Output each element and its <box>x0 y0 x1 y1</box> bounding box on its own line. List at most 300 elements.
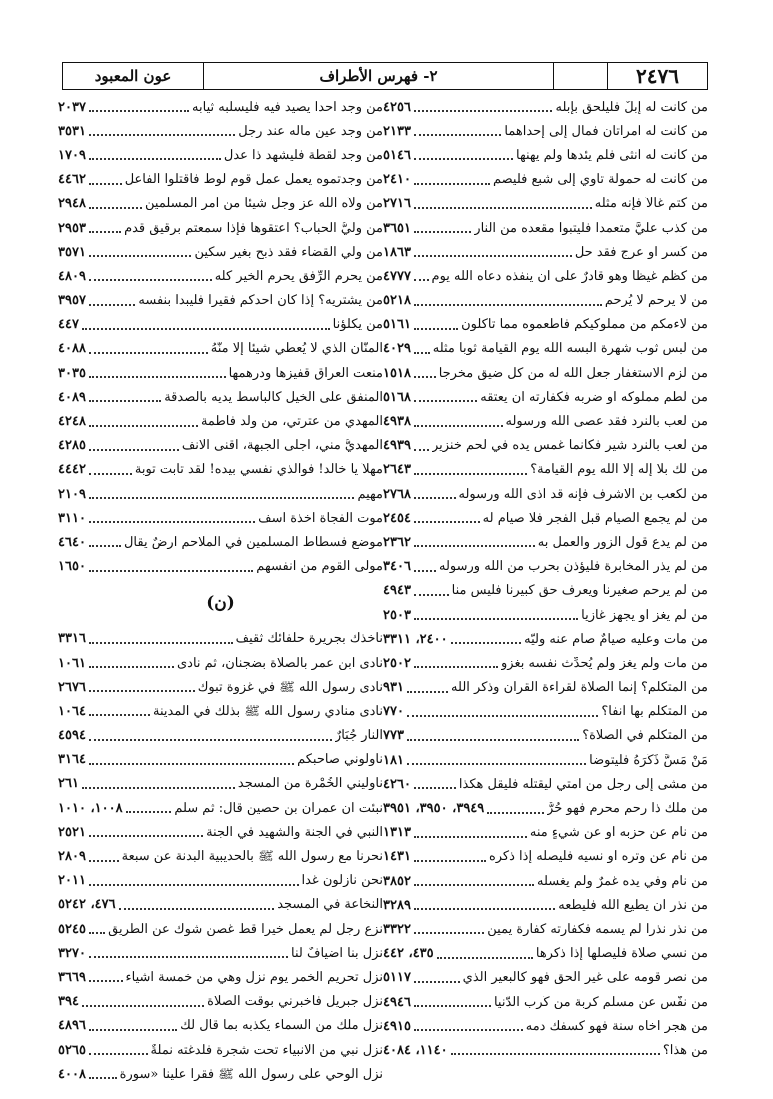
dot-leader <box>414 880 534 886</box>
dot-leader <box>414 1025 523 1031</box>
index-entry <box>58 143 383 167</box>
entry-text: من هذا؟ <box>662 1043 708 1057</box>
dot-leader <box>414 154 513 160</box>
entry-text: من نذر أن يطيع الله فليطعه <box>558 898 708 912</box>
entry-text: من وجدتموه يعمل عمل قوم لوط فاقتلوا الفاعل <box>124 173 383 187</box>
hadith-number: ٥١٦٨ <box>383 389 411 405</box>
dot-leader <box>414 372 436 378</box>
dot-leader <box>89 1049 148 1055</box>
dot-leader <box>89 759 294 765</box>
hadith-number: ٤٨٩٦ <box>58 1018 86 1034</box>
index-entry <box>383 869 708 893</box>
entry-text: من كظم غيظاً وهو قادرٌ على أن ينفذه دعاه الله يوم <box>431 269 708 283</box>
index-entry <box>383 95 708 119</box>
hadith-number: ٢١٣٣ <box>383 123 411 139</box>
index-entry <box>383 942 708 966</box>
entry-text: من المتكلم بها آنفاً؟ <box>601 705 708 719</box>
dot-leader <box>414 445 429 451</box>
index-column-left <box>58 95 383 1086</box>
entry-text: من يشتريه؟ إذا كان أحدكم فقيراً فليبدأ بنفسه <box>138 294 383 308</box>
hadith-number: ٢٦١ <box>58 776 79 792</box>
index-entry <box>383 216 708 240</box>
dot-leader <box>414 832 527 838</box>
index-entry <box>383 724 708 748</box>
entry-text: من يكلؤنا <box>332 318 383 332</box>
index-entry <box>58 313 383 337</box>
hadith-number: ٤٢٨٥ <box>58 438 86 454</box>
dot-leader <box>414 421 503 427</box>
index-entry <box>58 264 383 288</box>
entry-text: نزل الوحي على رسول الله ﷺ فقرأ علينا «سورة <box>119 1067 383 1081</box>
index-entry <box>383 627 708 651</box>
dot-leader <box>451 1049 660 1055</box>
hadith-number: ٢٩٥٣ <box>58 220 86 236</box>
index-entry <box>383 676 708 700</box>
dot-leader <box>89 154 221 160</box>
entry-text: من لبس ثوب شهرة ألبسه الله يوم القيامة ثوباً مثله <box>432 342 708 356</box>
index-entry <box>383 458 708 482</box>
hadith-number: ٣٣١٦ <box>58 631 86 647</box>
entry-text: منعت العراق قفيزها ودرهمها <box>228 366 383 380</box>
dot-leader <box>414 227 471 233</box>
entry-text: من لزم الاستغفار جعل الله له من كل ضيق مخرجاً <box>438 366 708 380</box>
hadith-number: ٤٨٠٩ <box>58 268 86 284</box>
hadith-number: ٢٧٦٨ <box>383 486 411 502</box>
index-entry <box>383 893 708 917</box>
dot-leader <box>414 566 436 572</box>
index-entry <box>58 434 383 458</box>
entry-text: من نام عن حزبه أو عن شيءٍ منه <box>529 826 708 840</box>
hadith-number: ٤٩٤٦ <box>383 994 411 1010</box>
entry-text: من لا يرحم لا يُرحم <box>604 294 708 308</box>
hadith-number: ٣٩٤ <box>58 994 79 1010</box>
hadith-number: ١٤٣١ <box>383 849 411 865</box>
hadith-number: ٤٩١٥ <box>383 1018 411 1034</box>
index-entry <box>58 990 383 1014</box>
entry-text: من وليُّ الحباب؟ اعتقوها فإذا سمعتم برقيق قدم <box>124 221 383 235</box>
dot-leader <box>414 904 555 910</box>
dot-leader <box>89 638 233 644</box>
hadith-number: ٣٢٨٩ <box>383 897 411 913</box>
entry-text: نزل جبريل فأخبرني بوقت الصلاة <box>207 995 383 1009</box>
dot-leader <box>414 251 572 257</box>
dot-leader <box>89 106 189 112</box>
hadith-number: ٢٦٧٦ <box>58 679 86 695</box>
dot-leader <box>414 324 458 330</box>
entry-text: من لكعب بن الأشرف فإنه قد آذى الله ورسوله <box>458 487 708 501</box>
hadith-number: ٧٧٣ <box>383 728 404 744</box>
hadith-number: ١٥١٨ <box>383 365 411 381</box>
dot-leader <box>414 203 592 209</box>
entry-text: من كذب عليَّ متعمداً فليتبوأ مقعده من النار <box>474 221 708 235</box>
hadith-number: ٢٧١٦ <box>383 196 411 212</box>
hadith-number: ٢٠١١ <box>58 873 86 889</box>
header-spacer-cell <box>553 63 607 89</box>
dot-leader <box>407 759 586 765</box>
index-entry <box>383 796 708 820</box>
hadith-number: ٥٢٦٥ <box>58 1042 86 1058</box>
index-entry <box>383 530 708 554</box>
hadith-number: ٢٤٥٤ <box>383 510 411 526</box>
index-entry <box>383 1014 708 1038</box>
entry-text: من لم يجمع الصيام قبل الفجر فلا صيام له <box>482 511 708 525</box>
hadith-number: ٤٧٧٧ <box>383 268 411 284</box>
dot-leader <box>89 566 253 572</box>
hadith-number: ٢٥٠٣ <box>383 607 411 623</box>
index-entry <box>383 917 708 941</box>
entry-text: من وجد لقطة فليشهد ذا عدل <box>223 148 383 162</box>
dot-leader <box>414 517 480 523</box>
entry-text: النار جُبَارٌ <box>334 729 383 743</box>
dot-leader <box>89 421 198 427</box>
index-entry <box>58 240 383 264</box>
index-entry <box>58 941 383 965</box>
dot-leader <box>451 638 522 644</box>
entry-text: من نصر قومه على غير الحق فهو كالبعير الذي <box>462 971 708 985</box>
hadith-number: ٣٦٥١ <box>383 220 411 236</box>
index-entry <box>383 434 708 458</box>
hadith-number: ٤٩٣٨ <box>383 414 411 430</box>
dot-leader <box>82 1001 204 1007</box>
entry-text: ناولوني صاحبكم <box>297 753 383 767</box>
hadith-number: ١٠٦١ <box>58 655 86 671</box>
entry-text: من يحرم الرِّفق يحرم الخير كله <box>214 269 383 283</box>
dot-leader <box>89 445 179 451</box>
entry-text: من نام وفي يده غمرٌ ولم يغسله <box>537 874 708 888</box>
index-entry <box>58 893 383 917</box>
index-entry <box>58 119 383 143</box>
index-entry <box>58 216 383 240</box>
entry-text: نزل نبي من الأنبياء تحت شجرة فلدغته نملةٌ <box>150 1043 383 1057</box>
entry-text: نادى ابن عمر بالصلاة بضجنان، ثم نادى <box>176 656 383 670</box>
dot-leader <box>414 179 490 185</box>
hadith-number: ٣٥٣١ <box>58 123 86 139</box>
dot-leader <box>414 928 484 934</box>
entry-text: من لم يرحم صغيرنا ويعرف حق كبيرنا فليس منا <box>451 584 708 598</box>
hadith-number: ٤٤٤٢ <box>58 462 86 478</box>
dot-leader <box>414 275 429 281</box>
section-title: ٢- فهرس الأطراف <box>203 63 553 89</box>
hadith-number: ٤٦٤٠ <box>58 534 86 550</box>
index-entry <box>383 772 708 796</box>
entry-text: نزع رجل لم يعمل خيراً قط غصن شوك عن الطريق <box>108 922 383 936</box>
index-entry <box>383 1038 708 1062</box>
index-entry <box>58 385 383 409</box>
hadith-number: ٢٥٢١ <box>58 824 86 840</box>
entry-text: موضع فسطاط المسلمين في الملاحم أرضٌ يقال <box>123 535 383 549</box>
hadith-number: ٤٠٢٩ <box>383 341 411 357</box>
index-column-right <box>383 95 708 1063</box>
hadith-number: ٤٧٦، ٥٢٤٢ <box>58 897 116 913</box>
entry-text: نادى رسول الله ﷺ في غزوة تبوك <box>197 680 383 694</box>
entry-text: من لعب بالنرد شير فكأنما غمس يده في لحم خنزير <box>431 439 708 453</box>
hadith-number: ٢٨٠٩ <box>58 849 86 865</box>
index-entry <box>383 143 708 167</box>
hadith-number: ١٦٥٠ <box>58 559 86 575</box>
index-entry <box>383 168 708 192</box>
index-entry <box>383 264 708 288</box>
dot-leader <box>414 614 578 620</box>
dot-leader <box>414 590 449 596</box>
hadith-number: ٤٢٥٦ <box>383 99 411 115</box>
dot-leader <box>89 686 195 692</box>
entry-text: من كانت له حمولة تأوي إلى شبع فليصم <box>493 173 708 187</box>
entry-text: من مات ولم يغز ولم يُحدِّث نفسه بغزو <box>501 656 708 670</box>
entry-text: من نفَّس عن مسلم كربة من كُرب الدُّنيا <box>493 995 708 1009</box>
hadith-number: ٣٩٤٩، ٣٩٥٠، ٣٩٥١ <box>383 801 485 817</box>
index-entry <box>383 240 708 264</box>
index-entry <box>58 482 383 506</box>
dot-leader <box>89 541 121 547</box>
dot-leader <box>89 493 355 499</box>
entry-text: من المتكلم؟ إنما الصلاة لقراءة القرآن وذكر الله <box>451 681 708 695</box>
index-entry <box>58 409 383 433</box>
hadith-number: ٢٣٦٢ <box>383 534 411 550</box>
entry-text: المنّان الذي لا يُعطي شيئاً إلا منَّهُ <box>210 342 383 356</box>
index-entry <box>58 530 383 554</box>
dot-leader <box>414 300 602 306</box>
entry-text: من لم يذر المخابرة فليؤذن بحرب من الله ورسوله <box>438 560 708 574</box>
entry-text: نادى منادي رسول الله ﷺ بذلك في المدينة <box>153 704 383 718</box>
dot-leader <box>82 324 330 330</box>
dot-leader <box>414 541 535 547</box>
index-list-nun <box>58 627 383 1087</box>
dot-leader <box>407 735 579 741</box>
index-entry <box>58 337 383 361</box>
hadith-number: ٢٦٤٣ <box>383 462 411 478</box>
index-entry <box>58 699 383 723</box>
index-entry <box>58 1014 383 1038</box>
entry-text: من وجد أحداً يصيد فيه فليسلبه ثيابه <box>192 100 383 114</box>
index-entry <box>58 361 383 385</box>
hadith-number: ٤٠٨٩ <box>58 389 86 405</box>
index-entry <box>58 458 383 482</box>
hadith-number: ٣١٦٤ <box>58 752 86 768</box>
index-entry <box>383 845 708 869</box>
hadith-number: ١٨١ <box>383 752 404 768</box>
entry-text: من المتكلم في الصلاة؟ <box>582 729 708 743</box>
hadith-number: ٤٤٦٢ <box>58 172 86 188</box>
entry-text: المهدي من عترتي، من ولد فاطمة <box>200 415 383 429</box>
index-entry <box>383 337 708 361</box>
dot-leader <box>414 396 477 402</box>
entry-text: من لك بلا إله إلا الله يوم القيامة؟ <box>530 463 708 477</box>
page-header <box>62 62 708 90</box>
hadith-number: ٢٥٠٢ <box>383 655 411 671</box>
dot-leader <box>89 1025 177 1031</box>
entry-text: من كانت له امرأتان فمال إلى إحداهما <box>504 124 708 138</box>
entry-text: من هجر أخاه سنة فهو كسفك دمه <box>525 1019 708 1033</box>
index-entry <box>383 555 708 579</box>
hadith-number: ٣٣٢٢ <box>383 921 411 937</box>
dot-leader <box>414 856 486 862</box>
hadith-number: ٢٩٤٨ <box>58 196 86 212</box>
index-entry <box>58 627 383 651</box>
entry-text: من كُسر أو عرج فقد حل <box>574 245 708 259</box>
dot-leader <box>89 880 299 886</box>
index-entry <box>383 361 708 385</box>
entry-text: نزل بنا أضيافٌ لنا <box>291 946 383 960</box>
dot-leader <box>89 179 122 185</box>
hadith-number: ٣٩٥٧ <box>58 293 86 309</box>
hadith-number: ٣١١٠ <box>58 510 86 526</box>
dot-leader <box>126 807 172 813</box>
dot-leader <box>89 300 135 306</box>
entry-text: من ولي القضاء فقد ذبح بغير سكين <box>194 245 383 259</box>
hadith-number: ٧٧٠ <box>383 704 404 720</box>
entry-text: من مشى إلى رجل من أمتي ليقتله فليقل هكذا <box>458 777 708 791</box>
entry-text: نبئت أن عمران بن حصين قال: ثم سلم <box>174 801 383 815</box>
index-entry <box>383 603 708 627</box>
index-entry <box>58 917 383 941</box>
entry-text: من كتم غالاً فإنه مثله <box>594 197 708 211</box>
entry-text: نزل تحريم الخمر يوم نزل وهي من خمسة أشياء <box>125 970 383 984</box>
dot-leader <box>437 953 533 959</box>
hadith-number: ٤٠٨٨ <box>58 341 86 357</box>
index-entry <box>58 869 383 893</box>
entry-text: من لم يغز أو يجهز غازياً <box>581 608 708 622</box>
hadith-number: ٥١١٧ <box>383 970 411 986</box>
entry-text: من لعب بالنرد فقد عصى الله ورسوله <box>505 415 708 429</box>
entry-text: مهلاً يا خالد! فوالذي نفسي بيده! لقد تابت توبة <box>134 463 383 477</box>
dot-leader <box>407 687 448 693</box>
entry-text: النخاعة في المسجد <box>277 898 383 912</box>
entry-text: المهديُّ مني، أجلى الجبهة، أقنى الأنف <box>181 439 383 453</box>
dot-leader <box>414 130 501 136</box>
dot-leader <box>89 203 142 209</box>
dot-leader <box>89 396 161 402</box>
hadith-number: ١٧٠٩ <box>58 147 86 163</box>
entry-text: نزل ملك من السماء يكذبه بما قال لك <box>180 1019 383 1033</box>
index-entry <box>383 821 708 845</box>
index-entry <box>383 482 708 506</box>
entry-text: موت الفجأة أخذة أسف <box>258 511 383 525</box>
index-entry <box>58 844 383 868</box>
index-entry <box>58 506 383 530</box>
entry-text: النبي في الجنة والشهيد في الجنة <box>206 825 383 839</box>
index-entry <box>383 409 708 433</box>
entry-text: من ولاَّه الله عز وجل شيئاً من أمر المسلمين <box>145 197 383 211</box>
hadith-number: ٤٣٥، ٤٤٢ <box>383 946 434 962</box>
dot-leader <box>89 372 226 378</box>
index-entry <box>383 289 708 313</box>
hadith-number: ١٠٦٤ <box>58 703 86 719</box>
hadith-number: ٥١٦١ <box>383 317 411 333</box>
index-entry <box>58 289 383 313</box>
hadith-number: ٤٩٤٣ <box>383 583 411 599</box>
hadith-number: ٤٢٤٨ <box>58 414 86 430</box>
hadith-number: ٤٤٧ <box>58 317 79 333</box>
dot-leader <box>89 130 235 136</box>
book-title: عون المعبود <box>94 67 172 85</box>
hadith-number: ١٣١٣ <box>383 825 411 841</box>
hadith-number: ٣٤٠٦ <box>383 559 411 575</box>
dot-leader <box>89 227 121 233</box>
entry-text: من نام عن وتره أو نسيه فليصله إذا ذكره <box>488 850 708 864</box>
hadith-number: ٢٤٠٠، ٣٣١١ <box>383 631 448 647</box>
entry-text: من نذر نذراً لم يسمه فكفارته كفارة يمين <box>487 922 708 936</box>
index-entry <box>58 95 383 119</box>
hadith-number: ١٨٦٣ <box>383 244 411 260</box>
index-entry <box>383 748 708 772</box>
dot-leader <box>89 856 119 862</box>
dot-leader <box>89 976 123 982</box>
index-entry <box>383 700 708 724</box>
index-entry <box>58 748 383 772</box>
dot-leader <box>89 928 105 934</box>
index-entry <box>58 724 383 748</box>
entry-text: من مات وعليه صيامٌ صام عنه وليُّه <box>524 632 708 646</box>
index-entry <box>58 651 383 675</box>
index-entry <box>58 772 383 796</box>
hadith-number: ٩٣١ <box>383 680 404 696</box>
entry-text: من لم يدع قول الزور والعمل به <box>537 535 708 549</box>
dot-leader <box>89 251 192 257</box>
dot-leader <box>89 1073 117 1079</box>
index-entry <box>58 1062 383 1086</box>
entry-text: من لاءمكم من مملوكيكم فأطعموه مما تأكلون <box>461 318 708 332</box>
dot-leader <box>414 348 430 354</box>
dot-leader <box>89 735 332 741</box>
dot-leader <box>414 662 498 668</box>
index-entry <box>58 168 383 192</box>
hadith-number: ٣٦٦٩ <box>58 969 86 985</box>
index-entry <box>58 796 383 820</box>
dot-leader <box>89 517 255 523</box>
index-entry <box>383 385 708 409</box>
entry-text: من ملك ذا رحم محرم فهو حُرٌّ <box>547 802 708 816</box>
dot-leader <box>89 662 174 668</box>
hadith-number: ٣٨٥٢ <box>383 873 411 889</box>
dot-leader <box>89 275 212 281</box>
index-entry <box>383 192 708 216</box>
index-entry <box>58 1038 383 1062</box>
hadith-number: ٥٢٤٥ <box>58 921 86 937</box>
index-entry <box>58 675 383 699</box>
index-entry <box>383 966 708 990</box>
entry-text: من كانت له أنثى فلم يئدها ولم يهنها <box>516 148 708 162</box>
index-entry <box>58 192 383 216</box>
entry-text: نحرنا مع رسول الله ﷺ بالحديبية البدنة عن سبعة <box>121 850 383 864</box>
hadith-number: ٥١٤٦ <box>383 147 411 163</box>
hadith-number: ١٠٠٨، ١٠١٠ <box>58 800 123 816</box>
hadith-number: ٣٠٣٥ <box>58 365 86 381</box>
entry-text: من وجد عين ماله عند رجل <box>238 124 383 138</box>
index-entry <box>58 555 383 579</box>
index-entry <box>383 313 708 337</box>
entry-text: مولى القوم من أنفسهم <box>256 560 383 574</box>
dot-leader <box>414 783 456 789</box>
index-entry <box>383 119 708 143</box>
dot-leader <box>407 711 598 717</box>
entry-text: نحن نازلون غداً <box>301 874 383 888</box>
dot-leader <box>89 952 288 958</box>
index-entry <box>383 579 708 603</box>
entry-text: من نسي صلاة فليصلها إذا ذكرها <box>535 947 708 961</box>
hadith-number: ١١٤٠، ٤٠٨٤ <box>383 1042 448 1058</box>
index-entry <box>58 820 383 844</box>
index-list-mim <box>58 95 383 579</box>
hadith-number: ٢٠٣٧ <box>58 99 86 115</box>
section-heading-nun: (ن) <box>206 592 235 613</box>
entry-text: مَنْ مَسَّ ذَكَرَهُ فليتوضأ <box>589 753 708 767</box>
dot-leader <box>414 493 456 499</box>
dot-leader <box>414 977 460 983</box>
dot-leader <box>89 710 150 716</box>
dot-leader <box>487 808 544 814</box>
dot-leader <box>89 469 132 475</box>
hadith-number: ٤٩٣٩ <box>383 438 411 454</box>
